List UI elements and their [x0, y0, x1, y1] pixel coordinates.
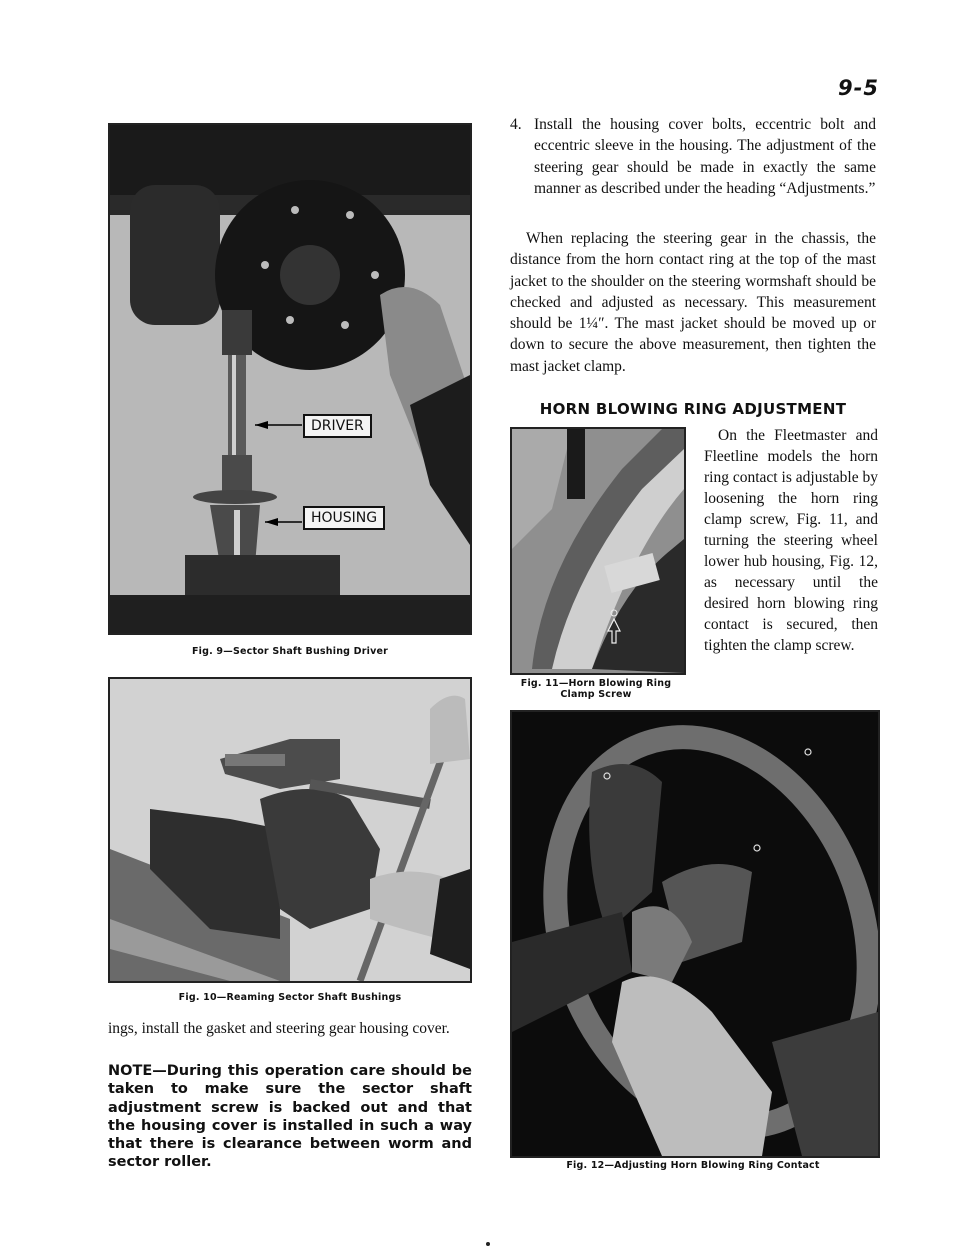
driver-label: DRIVER	[303, 414, 372, 438]
housing-label: HOUSING	[303, 506, 385, 530]
reaming-vise-illustration	[110, 679, 470, 981]
figure-11-caption	[510, 678, 682, 700]
print-mark	[486, 1242, 490, 1246]
horn-ring-clamp-illustration	[512, 429, 684, 673]
mast-jacket-paragraph: When replacing the steering gear in the chassis, the distance from the horn contact ring at the top of the mast jacket to the shoulder on the steering wormshaft should be checked and adjusted as necessary. This measurement should be 1¼″. The mast jacket should be moved up or down to secure the above measurement, then tighten the mast jacket clamp.	[510, 230, 876, 375]
figure-10-photo	[108, 677, 472, 983]
figure-11-photo	[510, 427, 686, 675]
figure-9-photo	[108, 123, 472, 635]
step-4	[510, 114, 876, 199]
section-heading: HORN BLOWING RING ADJUSTMENT	[539, 400, 847, 418]
figure-12-photo	[510, 710, 880, 1158]
page-number: 9-5	[838, 76, 879, 100]
figure-11-caption-line1: Fig. 11—Horn Blowing Ring	[520, 678, 672, 689]
left-paragraph-continued: ings, install the gasket and steering gear housing cover.	[108, 1020, 450, 1037]
figure-10-caption: Fig. 10—Reaming Sector Shaft Bushings	[178, 992, 402, 1003]
note-paragraph: NOTE—During this operation care should be taken to make sure the sector shaft adjustment screw is backed out and that the housing cover is installed in such a way that there is clearance between worm and sector roller.	[108, 1063, 472, 1171]
figure-11-caption-line2: Clamp Screw	[560, 689, 632, 700]
step-text: Install the housing cover bolts, eccentric bolt and eccentric sleeve in the housing. The adjustment of the steering gear should be made in exactly the same manner as described under the heading “Adjustments.”	[534, 116, 876, 197]
figure-9-caption: Fig. 9—Sector Shaft Bushing Driver	[191, 646, 389, 657]
bushing-driver-illustration	[110, 125, 470, 633]
horn-ring-paragraph: On the Fleetmaster and Fleetline models the horn ring contact is adjustable by loosening the horn ring clamp screw, Fig. 11, and turning the steering wheel lower hub housing, Fig. 12, as necessary until the desired horn blowing ring contact is secured, then tighten the clamp screw.	[704, 427, 878, 654]
figure-12-caption: Fig. 12—Adjusting Horn Blowing Ring Contact	[566, 1160, 820, 1171]
step-number: 4.	[510, 116, 522, 133]
steering-wheel-illustration	[512, 712, 878, 1156]
